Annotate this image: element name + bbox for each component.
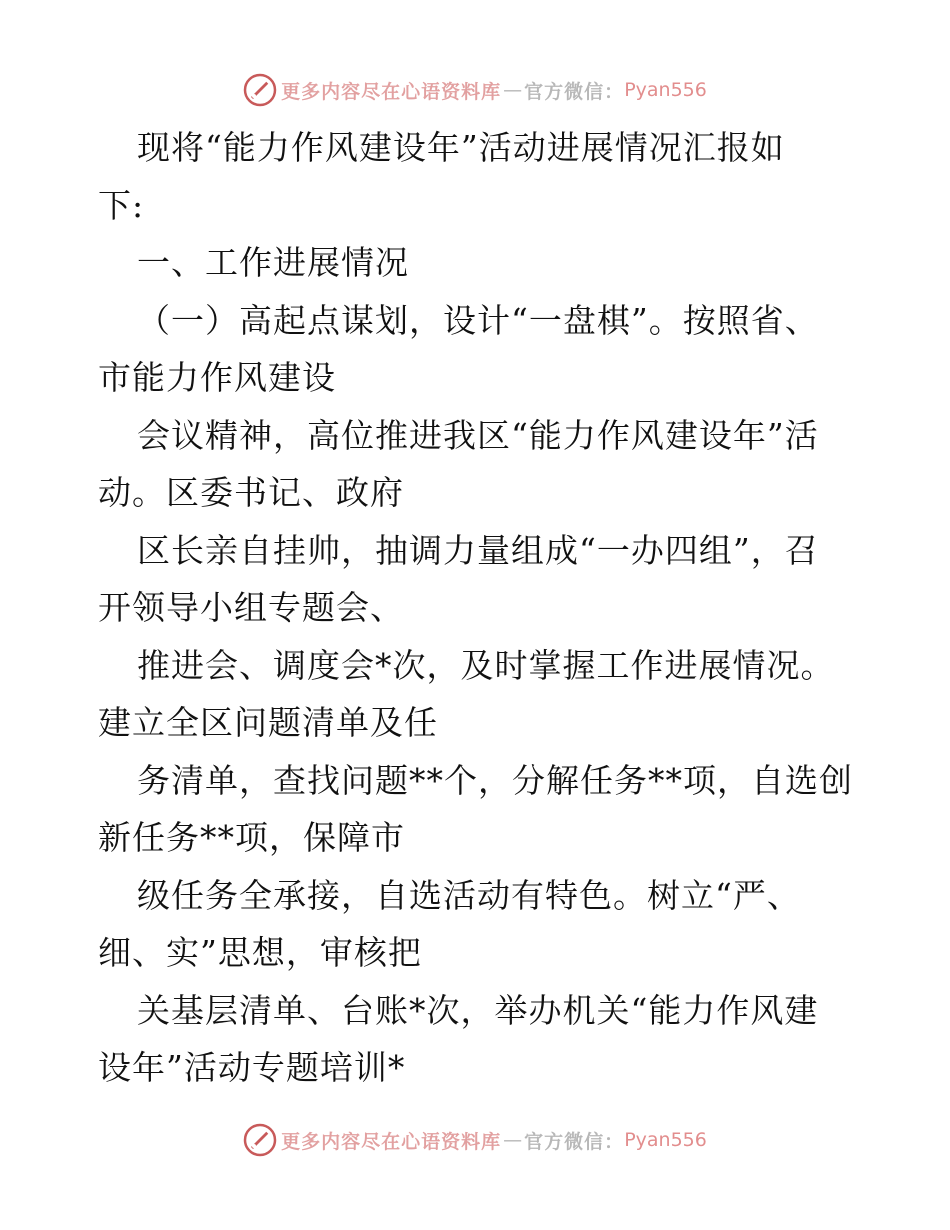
body-line: 现将“能力作风建设年”活动进展情况汇报如	[137, 128, 785, 167]
body-line: 市能力作风建设	[98, 358, 336, 397]
body-line: 会议精神，高位推进我区“能力作风建设年”活	[137, 416, 819, 455]
section-heading: 一、工作进展情况	[137, 243, 409, 282]
body-line: 动。区委书记、政府	[98, 473, 404, 512]
watermark-sub-text: 官方微信：	[524, 1130, 625, 1153]
body-line: 推进会、调度会*次，及时掌握工作进展情况。	[137, 646, 835, 685]
body-line: 设年”活动专题培训*	[98, 1048, 406, 1087]
body-line: 建立全区问题清单及任	[98, 703, 438, 742]
body-line: 关基层清单、台账*次，举办机关“能力作风建	[137, 991, 819, 1030]
body-line: 新任务**项，保障市	[98, 818, 405, 857]
watermark-wechat-id: Pyan556	[624, 79, 707, 101]
watermark-dash: —	[503, 79, 523, 101]
logo-icon	[243, 73, 277, 107]
body-line: 开领导小组专题会、	[98, 588, 404, 627]
body-line: 区长亲自挂帅，抽调力量组成“一办四组”，召	[137, 531, 819, 570]
body-line: 务清单，查找问题**个，分解任务**项，自选创	[137, 761, 853, 800]
body-line: 细、实”思想，审核把	[98, 933, 422, 972]
body-line: 下:	[98, 186, 145, 225]
logo-icon	[243, 1123, 277, 1157]
watermark-footer	[0, 1120, 950, 1160]
watermark-wechat-id: Pyan556	[624, 1129, 707, 1151]
watermark-main-text: 更多内容尽在心语资料库	[281, 1130, 502, 1153]
watermark-sub-text: 官方微信：	[524, 80, 625, 103]
watermark-header	[0, 70, 950, 110]
body-line: 级任务全承接，自选活动有特色。树立“严、	[137, 876, 801, 915]
watermark-dash: —	[503, 1129, 523, 1151]
body-line: （一）高起点谋划，设计“一盘棋”。按照省、	[137, 301, 819, 340]
watermark-main-text: 更多内容尽在心语资料库	[281, 80, 502, 103]
